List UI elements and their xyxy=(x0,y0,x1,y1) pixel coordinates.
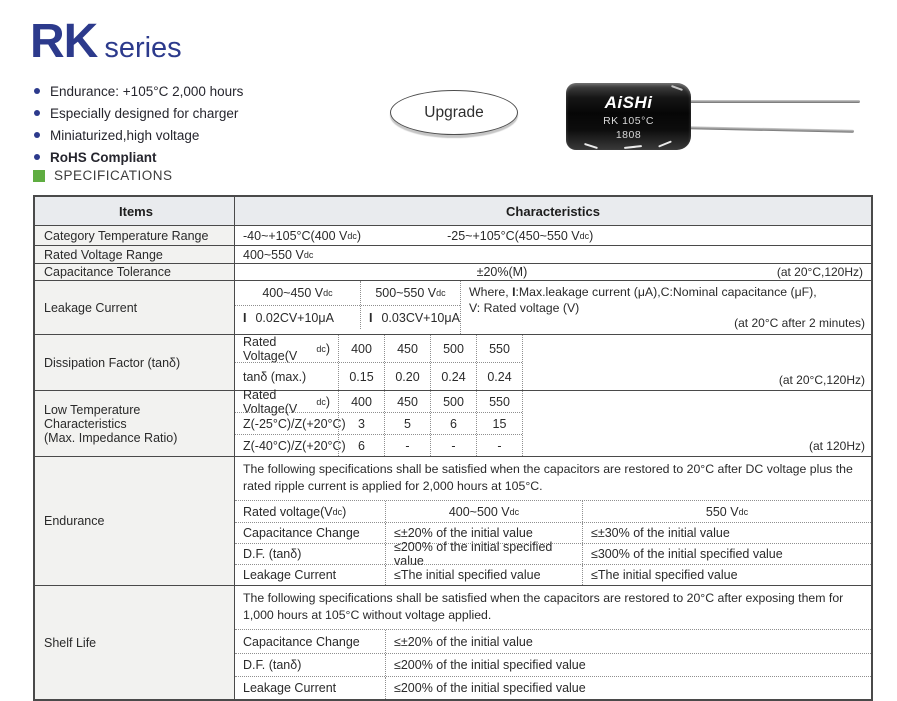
spec-label: Leakage Current xyxy=(243,681,337,696)
voltage-550: 550 xyxy=(476,391,522,412)
upgrade-label: Upgrade xyxy=(424,103,484,121)
section-marker-icon xyxy=(33,170,45,182)
voltage-550: 550 xyxy=(476,335,522,362)
row-item-label: Dissipation Factor (tanδ) xyxy=(35,335,235,390)
feature-list xyxy=(34,80,243,168)
voltage-header-subrow xyxy=(235,501,871,522)
list-item xyxy=(34,80,243,102)
voltage-400: 400 xyxy=(338,335,384,362)
z25-550: 15 xyxy=(476,413,522,434)
feature-text: Miniaturized,high voltage xyxy=(50,127,200,143)
series-code: RK xyxy=(30,15,98,68)
spec-value-2: ≤The initial specified value xyxy=(582,565,871,585)
z25-500: 6 xyxy=(430,413,476,434)
spec-value-1: ≤200% of the initial specified value xyxy=(385,544,582,564)
list-item xyxy=(34,146,243,168)
spec-value-1: ≤±20% of the initial value xyxy=(385,523,582,543)
table-row-category-temp xyxy=(35,225,871,245)
condition-note: (at 20°C after 2 minutes) xyxy=(734,316,865,331)
capacitor-body xyxy=(566,83,691,150)
rated-voltage-label: Rated Voltage(V dc ) xyxy=(243,334,330,363)
rated-voltage-label: Rated Voltage(V dc ) xyxy=(243,387,330,416)
z40-550: - xyxy=(476,435,522,456)
capacitor-lead xyxy=(688,100,860,103)
specifications-table xyxy=(33,195,873,701)
row-item-label: Capacitance Tolerance xyxy=(35,264,235,280)
condition-note: (at 20°C,120Hz) xyxy=(776,265,864,279)
vent-mark xyxy=(624,145,642,149)
items-header: Items xyxy=(35,197,235,225)
voltage-450: 450 xyxy=(384,391,430,412)
section-title: SPECIFICATIONS xyxy=(54,168,173,183)
table-header-row xyxy=(35,197,871,225)
impedance-grid xyxy=(235,387,522,456)
row-content xyxy=(469,264,871,280)
voltage-col-550: 550 V dc xyxy=(582,501,871,522)
upgrade-badge xyxy=(390,90,518,135)
condition-note: (at 20°C,120Hz) xyxy=(778,373,865,388)
capacitor-model: RK 105°C xyxy=(603,114,654,127)
table-row-dissipation xyxy=(35,334,871,390)
row-content xyxy=(235,226,871,245)
row-content xyxy=(235,335,871,390)
condition-note-cell xyxy=(522,335,871,390)
endurance-subrow xyxy=(235,564,871,585)
definition-line2: V: Rated voltage (V) xyxy=(469,301,580,316)
voltage-500: 500 xyxy=(430,391,476,412)
feature-text: Endurance: +105°C 2,000 hours xyxy=(50,83,244,99)
voltage-header-subrow xyxy=(235,387,522,416)
row-item-label: Shelf Life xyxy=(35,586,235,699)
tan-value-400: 0.15 xyxy=(338,363,384,390)
vent-mark xyxy=(671,85,683,91)
dissipation-grid xyxy=(235,335,522,390)
row-item-label: Rated Voltage Range xyxy=(35,246,235,263)
spec-value: ≤200% of the initial specified value xyxy=(385,677,871,699)
condition-note-cell xyxy=(522,391,871,456)
row-content xyxy=(235,387,871,456)
voltage-col-2: 500~550 V dc xyxy=(360,281,460,305)
voltage-col-1: 400~450 V dc xyxy=(262,286,333,300)
feature-text: RoHS Compliant xyxy=(50,149,157,165)
spec-label: Capacitance Change xyxy=(243,526,360,541)
row-content xyxy=(235,586,871,699)
series-suffix: series xyxy=(104,32,182,64)
z40-500: - xyxy=(430,435,476,456)
list-item xyxy=(34,124,243,146)
capacitor-lead xyxy=(688,126,854,132)
vent-mark xyxy=(658,140,672,147)
bullet-icon xyxy=(34,110,40,116)
z-minus40-label: Z(-40°C)/Z(+20°C) xyxy=(243,438,346,453)
capacitor-datecode: 1808 xyxy=(615,128,642,141)
list-item xyxy=(34,102,243,124)
brand-logo: AiSHi xyxy=(604,92,653,112)
shelf-subrow xyxy=(235,653,871,676)
z25-450: 5 xyxy=(384,413,430,434)
feature-text: Especially designed for charger xyxy=(50,105,239,121)
spec-label: D.F. (tanδ) xyxy=(243,547,302,562)
spec-label: D.F. (tanδ) xyxy=(243,658,302,673)
spec-value: ≤200% of the initial specified value xyxy=(385,654,871,676)
z-minus25-label: Z(-25°C)/Z(+20°C) xyxy=(243,416,346,431)
voltage-col-400-500: 400~500 V dc xyxy=(385,501,582,522)
row-content xyxy=(235,281,871,334)
capacitor-image xyxy=(566,83,866,153)
voltage-header-subrow xyxy=(235,281,460,305)
table-row-endurance xyxy=(35,456,871,585)
tan-max-label: tanδ (max.) xyxy=(243,369,307,384)
shelf-subrow xyxy=(235,630,871,653)
z-minus40-subrow xyxy=(235,434,522,456)
leakage-formula-2: I 0.03CV+10μA xyxy=(360,306,460,329)
tan-value-450: 0.20 xyxy=(384,363,430,390)
tan-values-subrow xyxy=(235,362,522,390)
leakage-formula-1: I 0.02CV+10μA xyxy=(243,310,334,325)
z40-450: - xyxy=(384,435,430,456)
spec-value-2: ≤300% of the initial specified value xyxy=(582,544,871,564)
voltage-header-subrow xyxy=(235,335,522,362)
voltage-500: 500 xyxy=(430,335,476,362)
formula-subrow xyxy=(235,305,460,329)
voltage-400: 400 xyxy=(338,391,384,412)
spec-label: Leakage Current xyxy=(243,568,337,583)
bullet-icon xyxy=(34,88,40,94)
temp-range-450-550: -25~+105°C(450~550 V dc ) xyxy=(447,228,594,243)
endurance-subrow xyxy=(235,540,871,569)
shelf-intro: The following specifications shall be satisfied when the capacitors are restored to 20°C after exposing them for 1,000 hours at 105°C without voltage applied. xyxy=(235,586,871,630)
table-row-shelf-life xyxy=(35,585,871,699)
spec-value: ≤±20% of the initial value xyxy=(385,630,871,653)
z40-400: 6 xyxy=(338,435,384,456)
tan-value-550: 0.24 xyxy=(476,363,522,390)
characteristics-header: Characteristics xyxy=(235,197,871,225)
table-row-rated-voltage xyxy=(35,245,871,263)
row-content xyxy=(235,457,871,585)
z25-400: 3 xyxy=(338,413,384,434)
table-row-leakage xyxy=(35,280,871,334)
voltage-450: 450 xyxy=(384,335,430,362)
row-content xyxy=(235,246,871,263)
bullet-icon xyxy=(34,154,40,160)
leakage-grid xyxy=(235,281,460,334)
tolerance-value: ±20%(M) xyxy=(476,265,528,279)
tan-value-500: 0.24 xyxy=(430,363,476,390)
rated-voltage-label: Rated voltage(V dc ) xyxy=(243,504,347,519)
row-item-label: Leakage Current xyxy=(35,281,235,334)
row-item-label: Endurance xyxy=(35,457,235,585)
section-heading xyxy=(33,168,173,183)
table-row-cap-tolerance xyxy=(35,263,871,280)
row-item-label: Low Temperature Characteristics (Max. Impedance Ratio) xyxy=(35,391,235,456)
bullet-icon xyxy=(34,132,40,138)
spec-value-1: ≤The initial specified value xyxy=(385,565,582,585)
definition-line1: Where, I:Max.leakage current (μA),C:Nominal capacitance (μF), xyxy=(469,285,817,299)
condition-note: (at 120Hz) xyxy=(808,439,865,454)
row-item-label: Category Temperature Range xyxy=(35,226,235,245)
endurance-intro: The following specifications shall be satisfied when the capacitors are restored to 20°C after DC voltage plus the rated ripple current is applied for 2,000 hours at 105°C. xyxy=(235,457,871,501)
rated-voltage-value: 400~550 V dc xyxy=(243,247,314,262)
spec-label: Capacitance Change xyxy=(243,634,360,649)
shelf-subrow xyxy=(235,676,871,699)
vent-mark xyxy=(584,143,598,149)
table-row-lowtemp xyxy=(35,387,871,456)
leakage-definition xyxy=(460,281,871,334)
z-minus25-subrow xyxy=(235,412,522,434)
row-content xyxy=(235,264,469,280)
spec-value-2: ≤±30% of the initial value xyxy=(582,523,871,543)
temp-range-400: -40~+105°C(400 V dc ) xyxy=(243,228,362,243)
series-title xyxy=(30,14,182,69)
